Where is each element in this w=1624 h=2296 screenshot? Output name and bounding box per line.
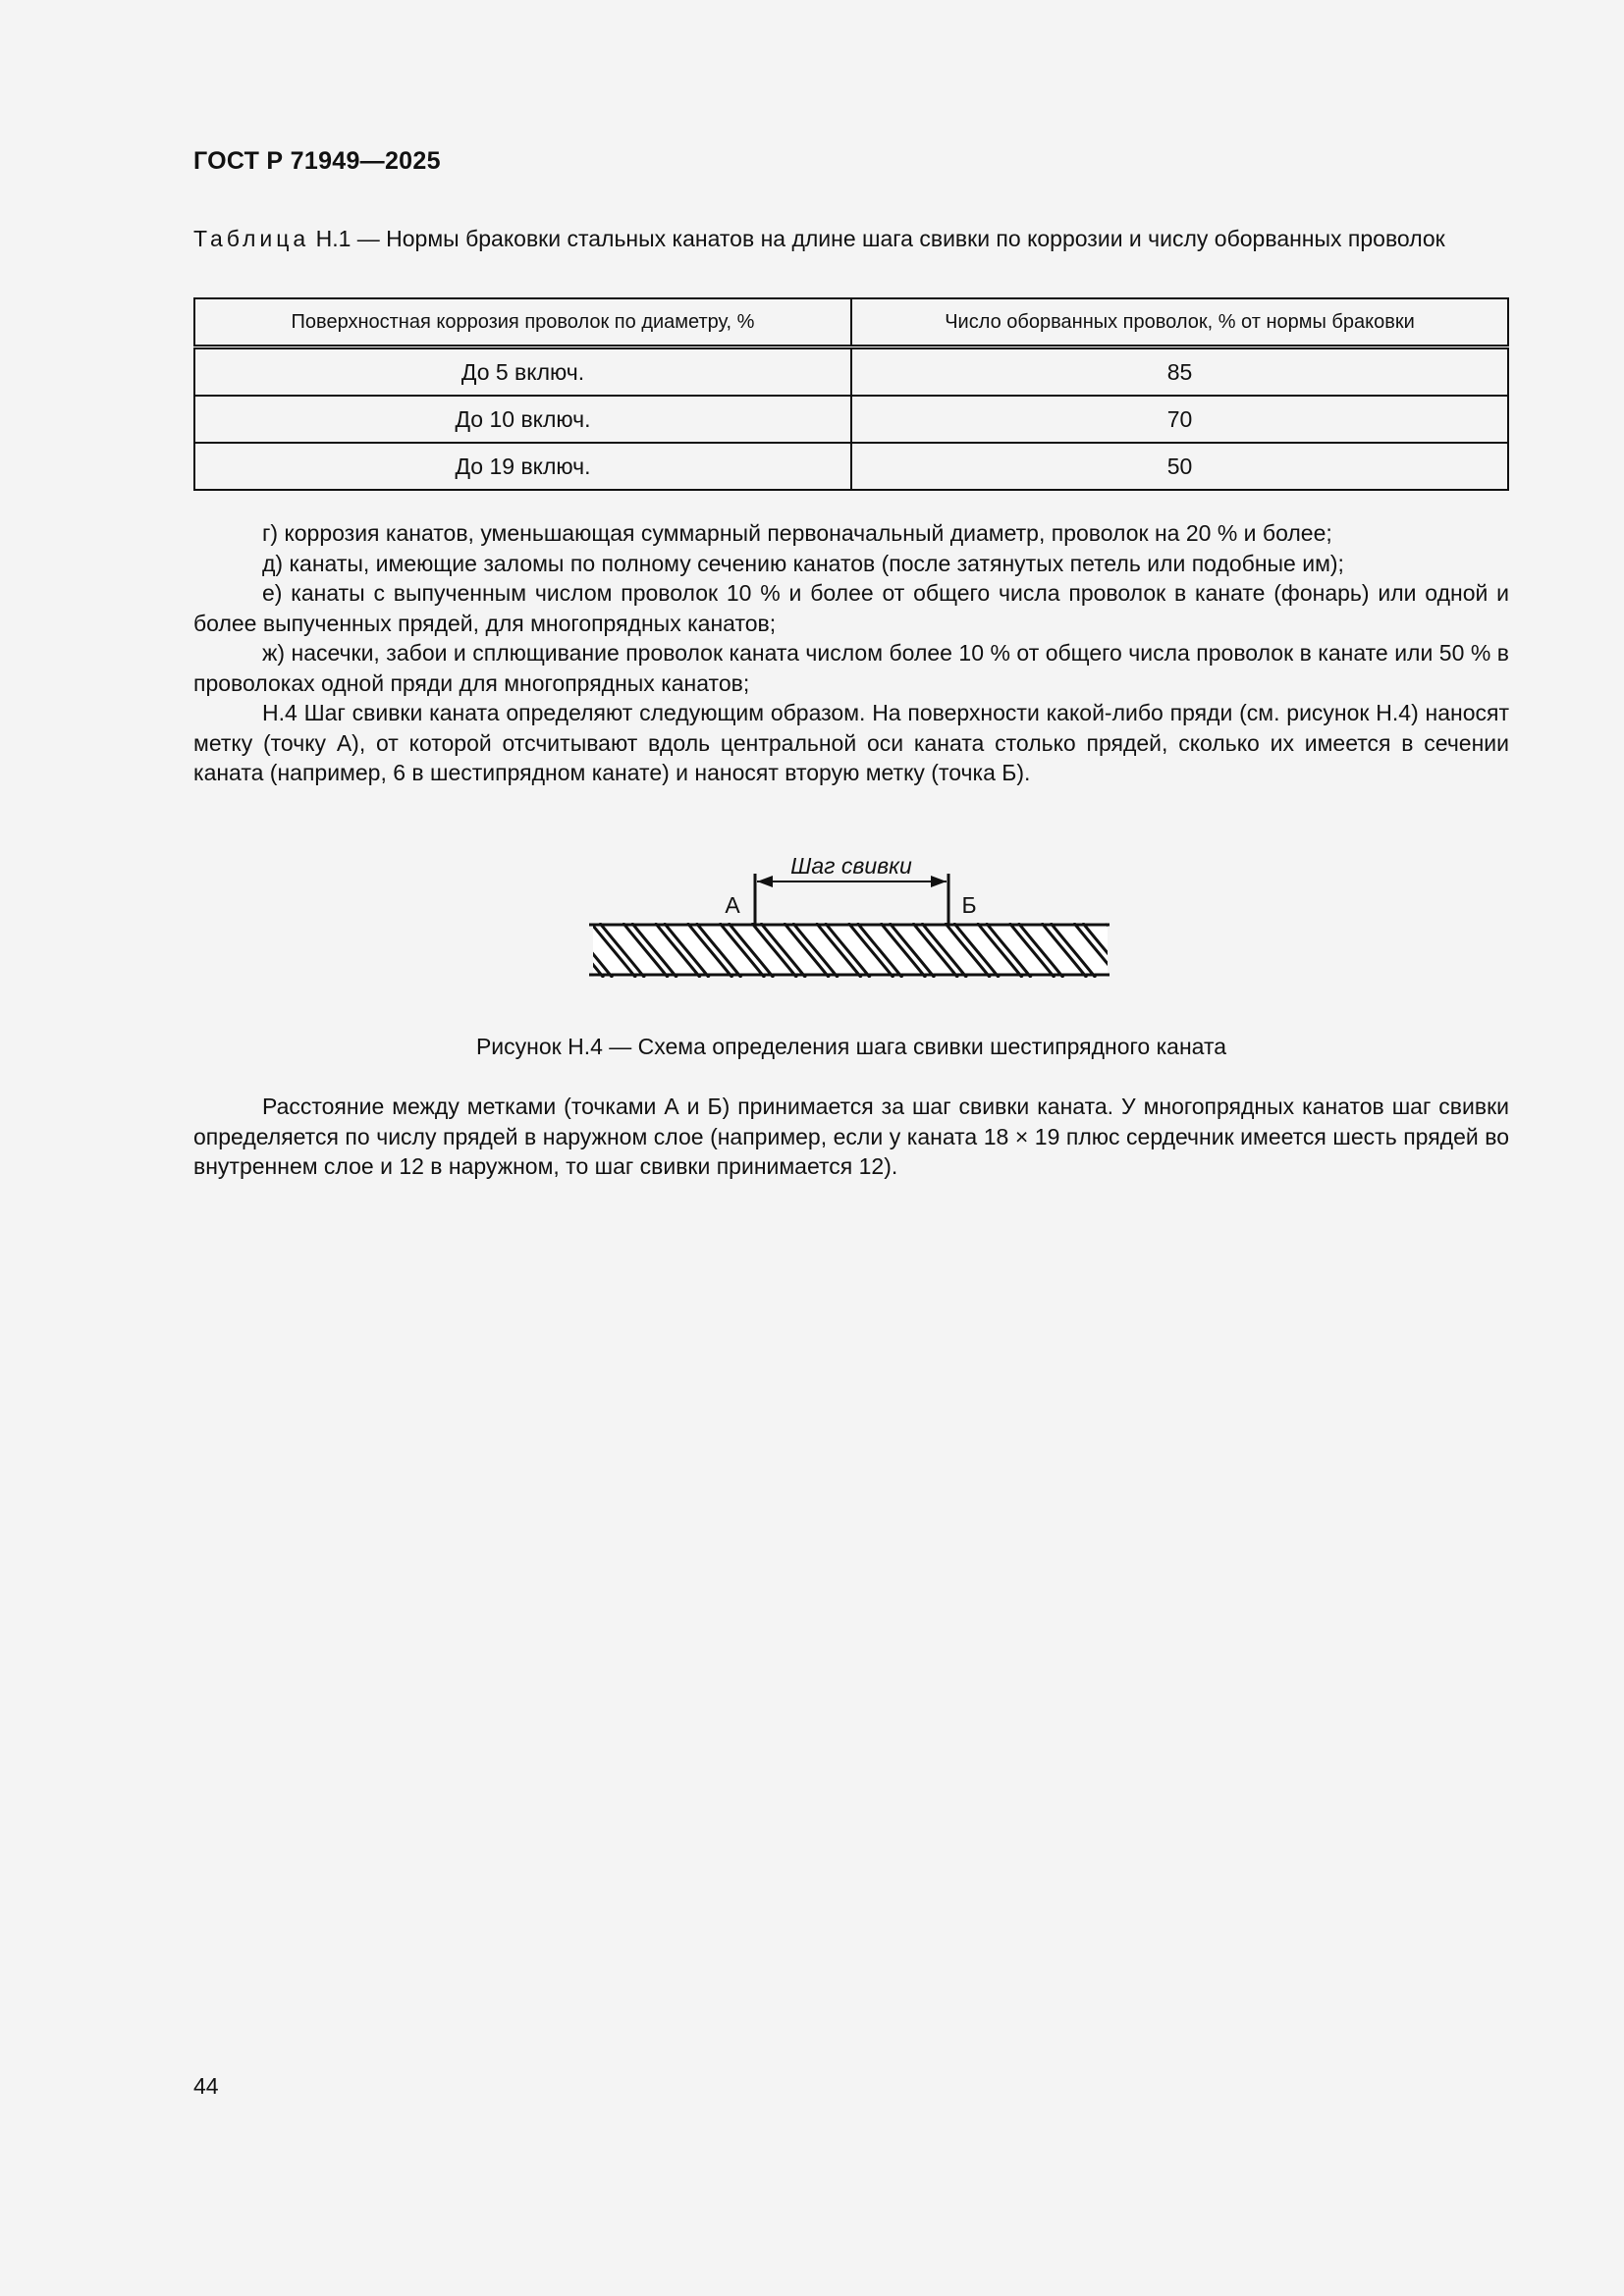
table-row	[194, 347, 1508, 397]
page-number: 44	[193, 2073, 219, 2099]
table-header-row	[194, 298, 1508, 347]
list-item-e: е) канаты с выпученным числом проволок 10 % и более от общего числа проволок в канате (фонарь) или одной и более выпученных прядей, для многопрядных канатов;	[193, 580, 1509, 636]
pitch-label: Шаг свивки	[790, 853, 912, 879]
table-caption-text: Н.1 — Нормы браковки стальных канатов на длине шага свивки по коррозии и числу оборванных проволок	[309, 226, 1445, 251]
document-header: ГОСТ Р 71949—2025	[193, 147, 441, 175]
table-cell: До 5 включ.	[194, 347, 851, 397]
table-header-corrosion: Поверхностная коррозия проволок по диаметру, %	[194, 298, 851, 347]
table-cell: До 10 включ.	[194, 396, 851, 443]
table-caption	[193, 224, 1509, 253]
table-cell: 70	[851, 396, 1508, 443]
table-cell: 85	[851, 347, 1508, 397]
list-item-d: д) канаты, имеющие заломы по полному сечению канатов (после затянутых петель или подобные им);	[262, 550, 1344, 576]
point-b-label: Б	[961, 892, 977, 918]
figure-caption: Рисунок Н.4 — Схема определения шага свивки шестипрядного каната	[475, 1034, 1227, 1059]
table-cell: До 19 включ.	[194, 443, 851, 490]
rope-illustration	[585, 923, 1115, 978]
rope-strand-line	[1114, 923, 1115, 978]
table-header-broken-wires: Число оборванных проволок, % от нормы браковки	[851, 298, 1508, 347]
list-item-zh: ж) насечки, забои и сплющивание проволок каната числом более 10 % от общего числа проволок в канате или 50 % в проволоках одной пряди для многопрядных канатов;	[193, 640, 1509, 696]
norms-table	[193, 297, 1509, 491]
list-item-g: г) коррозия канатов, уменьшающая суммарный первоначальный диаметр, проволок на 20 % и более;	[262, 520, 1332, 546]
paragraph-h4: Н.4 Шаг свивки каната определяют следующим образом. На поверхности какой-либо пряди (см. рисунок Н.4) наносят метку (точку А), от которой отсчитывают вдоль центральной оси каната столько прядей, сколько их имеется в сечении каната (например, 6 в шестипрядном канате) и наносят вторую метку (точка Б).	[193, 700, 1509, 785]
table-row	[194, 396, 1508, 443]
table-caption-prefix: Таблица	[193, 226, 310, 251]
table-cell: 50	[851, 443, 1508, 490]
table-row	[194, 443, 1508, 490]
closing-paragraph: Расстояние между метками (точками А и Б) принимается за шаг свивки каната. У многопрядных канатов шаг свивки определяется по числу прядей в наружном слое (например, если у каната 18 × 19 плюс сердечник имеется шесть прядей во внутреннем слое и 12 в наружном, то шаг свивки принимается 12).	[193, 1094, 1509, 1179]
point-a-label: А	[725, 892, 740, 918]
body-text-upper	[193, 518, 1509, 788]
rope-lay-diagram	[585, 846, 1115, 993]
body-text-lower	[193, 1092, 1509, 1182]
